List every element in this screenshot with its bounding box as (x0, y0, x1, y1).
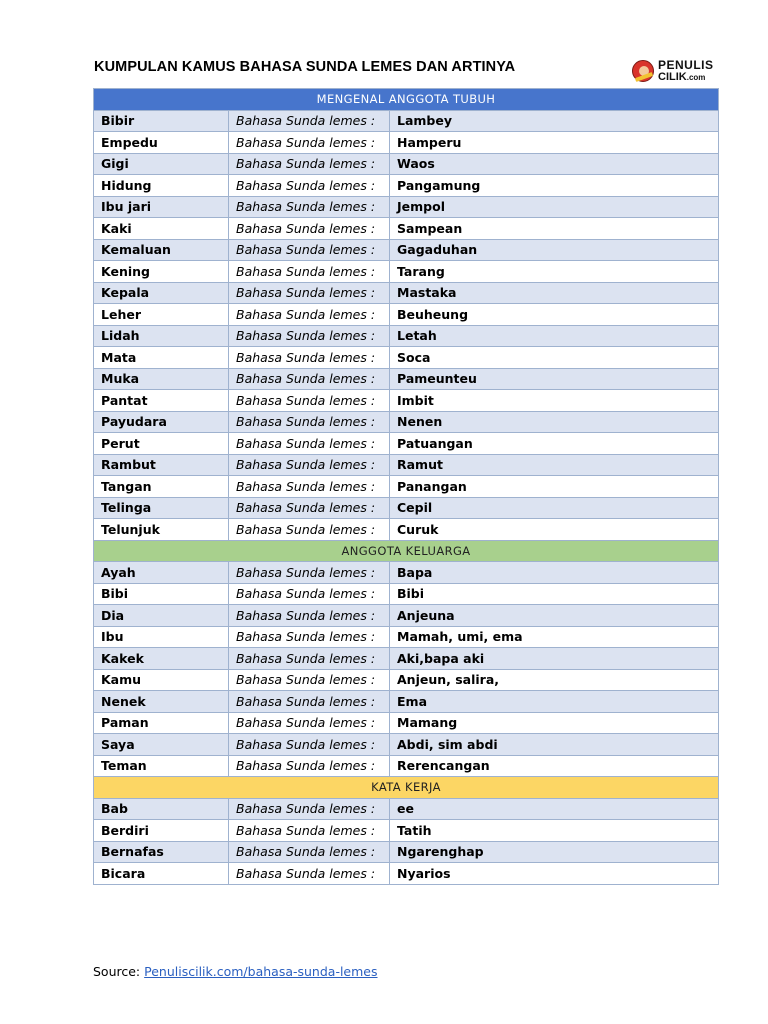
table-row (94, 261, 719, 283)
translation-label: Bahasa Sunda lemes : (229, 454, 390, 476)
sunda-lemes-word: Panangan (390, 476, 719, 498)
indonesian-word: Paman (94, 712, 229, 734)
table-row (94, 110, 719, 132)
indonesian-word: Leher (94, 304, 229, 326)
table-row (94, 153, 719, 175)
translation-label: Bahasa Sunda lemes : (229, 282, 390, 304)
translation-label: Bahasa Sunda lemes : (229, 583, 390, 605)
translation-label: Bahasa Sunda lemes : (229, 497, 390, 519)
page-title: KUMPULAN KAMUS BAHASA SUNDA LEMES DAN ARTINYA (94, 59, 516, 75)
translation-label: Bahasa Sunda lemes : (229, 626, 390, 648)
sunda-lemes-word: Soca (390, 347, 719, 369)
translation-label: Bahasa Sunda lemes : (229, 347, 390, 369)
table-row (94, 841, 719, 863)
sunda-lemes-word: Imbit (390, 390, 719, 412)
indonesian-word: Teman (94, 755, 229, 777)
translation-label: Bahasa Sunda lemes : (229, 755, 390, 777)
table-row (94, 798, 719, 820)
sunda-lemes-word: Mamang (390, 712, 719, 734)
table-row (94, 476, 719, 498)
sunda-lemes-word: Rerencangan (390, 755, 719, 777)
sunda-lemes-word: Tarang (390, 261, 719, 283)
translation-label: Bahasa Sunda lemes : (229, 648, 390, 670)
sunda-lemes-word: Gagaduhan (390, 239, 719, 261)
translation-label: Bahasa Sunda lemes : (229, 261, 390, 283)
translation-label: Bahasa Sunda lemes : (229, 239, 390, 261)
table-row (94, 347, 719, 369)
table-row (94, 132, 719, 154)
translation-label: Bahasa Sunda lemes : (229, 669, 390, 691)
translation-label: Bahasa Sunda lemes : (229, 798, 390, 820)
table-row (94, 669, 719, 691)
table-row (94, 820, 719, 842)
indonesian-word: Ibu jari (94, 196, 229, 218)
translation-label: Bahasa Sunda lemes : (229, 368, 390, 390)
indonesian-word: Telunjuk (94, 519, 229, 541)
sunda-lemes-word: Bibi (390, 583, 719, 605)
translation-label: Bahasa Sunda lemes : (229, 175, 390, 197)
translation-label: Bahasa Sunda lemes : (229, 863, 390, 885)
indonesian-word: Kemaluan (94, 239, 229, 261)
translation-label: Bahasa Sunda lemes : (229, 218, 390, 240)
sunda-lemes-word: Ngarenghap (390, 841, 719, 863)
indonesian-word: Telinga (94, 497, 229, 519)
sunda-lemes-word: Curuk (390, 519, 719, 541)
section-title: KATA KERJA (94, 777, 719, 799)
sunda-lemes-word: Mastaka (390, 282, 719, 304)
indonesian-word: Hidung (94, 175, 229, 197)
indonesian-word: Kaki (94, 218, 229, 240)
sunda-lemes-word: Ramut (390, 454, 719, 476)
translation-label: Bahasa Sunda lemes : (229, 605, 390, 627)
table-row (94, 368, 719, 390)
translation-label: Bahasa Sunda lemes : (229, 411, 390, 433)
translation-label: Bahasa Sunda lemes : (229, 820, 390, 842)
indonesian-word: Empedu (94, 132, 229, 154)
sunda-lemes-word: Anjeun, salira, (390, 669, 719, 691)
indonesian-word: Lidah (94, 325, 229, 347)
table-row (94, 519, 719, 541)
table-row (94, 583, 719, 605)
indonesian-word: Payudara (94, 411, 229, 433)
translation-label: Bahasa Sunda lemes : (229, 153, 390, 175)
table-row (94, 562, 719, 584)
indonesian-word: Kamu (94, 669, 229, 691)
table-row (94, 497, 719, 519)
sunda-lemes-word: Waos (390, 153, 719, 175)
indonesian-word: Pantat (94, 390, 229, 412)
indonesian-word: Rambut (94, 454, 229, 476)
sunda-lemes-word: Lambey (390, 110, 719, 132)
sunda-lemes-word: Patuangan (390, 433, 719, 455)
table-row (94, 626, 719, 648)
logo-text-line1: PENULIS (658, 58, 714, 72)
indonesian-word: Bibir (94, 110, 229, 132)
section-header (94, 777, 719, 799)
translation-label: Bahasa Sunda lemes : (229, 196, 390, 218)
table-row (94, 863, 719, 885)
section-title: MENGENAL ANGGOTA TUBUH (94, 89, 719, 111)
translation-label: Bahasa Sunda lemes : (229, 390, 390, 412)
section-header (94, 89, 719, 111)
indonesian-word: Kening (94, 261, 229, 283)
indonesian-word: Dia (94, 605, 229, 627)
indonesian-word: Bab (94, 798, 229, 820)
table-row (94, 304, 719, 326)
table-row (94, 390, 719, 412)
table-row (94, 605, 719, 627)
sunda-lemes-word: Nenen (390, 411, 719, 433)
indonesian-word: Bibi (94, 583, 229, 605)
sunda-lemes-word: Aki,bapa aki (390, 648, 719, 670)
section-header (94, 540, 719, 562)
sunda-lemes-word: Anjeuna (390, 605, 719, 627)
sunda-lemes-word: Bapa (390, 562, 719, 584)
table-row (94, 196, 719, 218)
source-label: Source: (93, 964, 141, 979)
indonesian-word: Kepala (94, 282, 229, 304)
sunda-lemes-word: Cepil (390, 497, 719, 519)
translation-label: Bahasa Sunda lemes : (229, 433, 390, 455)
sunda-lemes-word: Jempol (390, 196, 719, 218)
translation-label: Bahasa Sunda lemes : (229, 132, 390, 154)
indonesian-word: Ayah (94, 562, 229, 584)
sunda-lemes-word: Pangamung (390, 175, 719, 197)
table-row (94, 691, 719, 713)
table-row (94, 712, 719, 734)
indonesian-word: Saya (94, 734, 229, 756)
source-link[interactable]: Penuliscilik.com/bahasa-sunda-lemes (144, 964, 378, 979)
table-row (94, 411, 719, 433)
sunda-lemes-word: Ema (390, 691, 719, 713)
sunda-lemes-word: Pameunteu (390, 368, 719, 390)
translation-label: Bahasa Sunda lemes : (229, 562, 390, 584)
translation-label: Bahasa Sunda lemes : (229, 110, 390, 132)
table-row (94, 648, 719, 670)
table-row (94, 175, 719, 197)
translation-label: Bahasa Sunda lemes : (229, 304, 390, 326)
sunda-lemes-word: Mamah, umi, ema (390, 626, 719, 648)
indonesian-word: Bicara (94, 863, 229, 885)
sunda-lemes-word: Abdi, sim abdi (390, 734, 719, 756)
translation-label: Bahasa Sunda lemes : (229, 712, 390, 734)
indonesian-word: Bernafas (94, 841, 229, 863)
sunda-lemes-word: Beuheung (390, 304, 719, 326)
section-title: ANGGOTA KELUARGA (94, 540, 719, 562)
translation-label: Bahasa Sunda lemes : (229, 841, 390, 863)
translation-label: Bahasa Sunda lemes : (229, 519, 390, 541)
indonesian-word: Perut (94, 433, 229, 455)
sunda-lemes-word: Nyarios (390, 863, 719, 885)
table-row (94, 734, 719, 756)
table-row (94, 282, 719, 304)
mascot-icon (632, 60, 654, 82)
dictionary-table (93, 88, 719, 885)
indonesian-word: Muka (94, 368, 229, 390)
translation-label: Bahasa Sunda lemes : (229, 691, 390, 713)
table-row (94, 325, 719, 347)
indonesian-word: Gigi (94, 153, 229, 175)
sunda-lemes-word: Tatih (390, 820, 719, 842)
indonesian-word: Nenek (94, 691, 229, 713)
indonesian-word: Ibu (94, 626, 229, 648)
translation-label: Bahasa Sunda lemes : (229, 476, 390, 498)
source-note (93, 964, 378, 979)
translation-label: Bahasa Sunda lemes : (229, 325, 390, 347)
indonesian-word: Tangan (94, 476, 229, 498)
translation-label: Bahasa Sunda lemes : (229, 734, 390, 756)
table-row (94, 454, 719, 476)
table-row (94, 433, 719, 455)
table-row (94, 239, 719, 261)
sunda-lemes-word: Letah (390, 325, 719, 347)
logo-text-line2: CILIK.com (658, 71, 706, 83)
indonesian-word: Kakek (94, 648, 229, 670)
indonesian-word: Mata (94, 347, 229, 369)
sunda-lemes-word: ee (390, 798, 719, 820)
table-row (94, 755, 719, 777)
indonesian-word: Berdiri (94, 820, 229, 842)
sunda-lemes-word: Sampean (390, 218, 719, 240)
sunda-lemes-word: Hamperu (390, 132, 719, 154)
penuliscilik-logo (632, 58, 718, 86)
table-row (94, 218, 719, 240)
